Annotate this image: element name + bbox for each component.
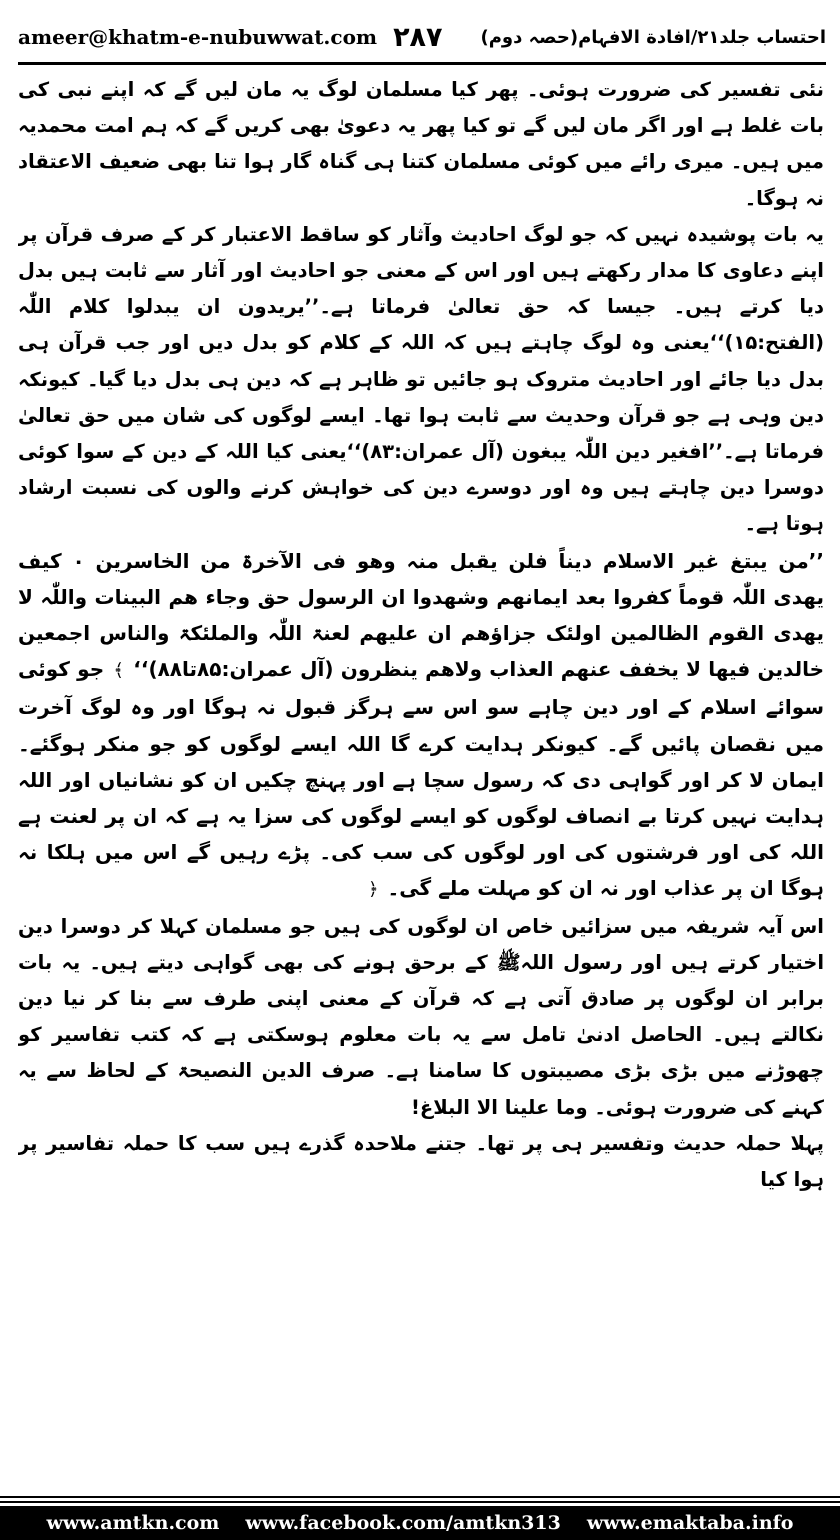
header-rule [18,62,826,65]
verse-translation: جو کوئی سوائے اسلام کے اور دین چاہے سو اس سے ہرگز قبول نہ ہوگا اور وہ لوگ آخرت میں نقصان پائیں گے۔ کیونکر ہدایت کرے گا اللہ ایسے لوگوں کو جو منکر ہوگئے۔ ایمان لا کر اور گواہی دی کہ رسول سچا ہے اور پہنچ چکیں ان کو نشانیاں اور اللہ ہدایت نہیں کرتا بے انصاف لوگوں کو ایسے لوگوں کی سزا یہ ہے کہ ان پر لعنت ہے اللہ کی اور فرشتوں کی اور لوگوں کی سب کی۔ پڑے رہیں گے اس میں ہلکا نہ ہوگا ان پر عذاب اور نہ ان کو مہلت ملے گی۔ [18,657,824,901]
book-title: احتساب جلد۲۱/افادة الافہام(حصہ دوم) [480,26,826,48]
footer-rule-top [0,1496,840,1498]
footer-link-amtkn[interactable]: www.amtkn.com [46,1512,220,1534]
paragraph-4: پہلا حملہ حدیث وتفسیر ہی پر تھا۔ جتنے ملاحدہ گذرے ہیں سب کا حملہ تفاسیر پر ہوا کیا [18,1131,824,1192]
quran-verse-block [18,543,824,909]
quran-verse: ’’من یبتغ غیر الاسلام دیناً فلن یقبل منہ وھو فی الآخرۃ من الخاسرین ۰ کیف یھدی اللّٰہ قوماً کفروا بعد ایمانھم وشھدوا ان الرسول حق وجاء ھم البینات واللّٰہ لا یھدی القوم الظالمین اولئک جزاؤھم ان علیھم لعنۃ اللّٰہ والملئکۃ والناس اجمعین خالدین فیھا لا یخفف عنھم العذاب ولاھم ینظرون (آل عمران:۸۵تا۸۸)‘‘ [18,548,824,682]
footer-link-facebook[interactable]: www.facebook.com/amtkn313 [245,1512,561,1534]
paragraph-1: نئی تفسیر کی ضرورت ہوئی۔ پھر کیا مسلمان لوگ یہ مان لیں گے کہ اپنے نبی کی بات غلط ہے اور اگر مان لیں گے تو کیا پھر یہ دعویٰ بھی کریں گے کہ ہم امت محمدیہ میں ہیں۔ میری رائے میں کوئی مسلمان کتنا ہی گناہ گار ہوا تنا بھی ضعیف الاعتقاد نہ ہوگا۔ [18,78,824,210]
header-left [18,22,443,53]
page-footer [0,1506,840,1540]
header-email[interactable]: ameer@khatm-e-nubuwwat.com [18,25,378,49]
ornament-open-icon: ﴾ [113,660,124,682]
page-number: ۲۸۷ [393,21,443,53]
page-header [18,14,826,60]
footer-link-emaktaba[interactable]: www.emaktaba.info [586,1512,794,1534]
ornament-close-icon: ﴿ [368,879,379,901]
body-text [18,72,824,1492]
paragraph-3: اس آیہ شریفہ میں سزائیں خاص ان لوگوں کی ہیں جو مسلمان کہلا کر دوسرا دین اختیار کرتے ہیں اور رسول اللہﷺ کے برحق ہونے کی بھی گواہی دیتے ہیں۔ یہ بات برابر ان لوگوں پر صادق آتی ہے کہ قرآن کے معنی اپنی طرف سے بنا کر نیا دین نکالتے ہیں۔ الحاصل ادنیٰ تامل سے یہ بات معلوم ہوسکتی ہے کہ کتب تفاسیر کو چھوڑنے میں بڑی بڑی مصیبتوں کا سامنا ہے۔ صرف الدین النصیحۃ کے لحاظ سے یہ کہنے کی ضرورت ہوئی۔ وما علینا الا البلاغ! [18,914,824,1119]
footer-rule-bottom [0,1501,840,1503]
paragraph-2: یہ بات پوشیدہ نہیں کہ جو لوگ احادیث وآثار کو ساقط الاعتبار کر کے صرف قرآن پر اپنے دعاوی کا مدار رکھتے ہیں اور اس کے معنی جو احادیث اور آثار سے ثابت ہیں بدل دیا کرتے ہیں۔ جیسا کہ حق تعالیٰ فرماتا ہے۔’’یریدون ان یبدلوا کلام اللّٰہ (الفتح:۱۵)‘‘یعنی وہ لوگ چاہتے ہیں کہ اللہ کے کلام کو بدل دیں اور جب قرآن ہی بدل دیا جائے اور احادیث متروک ہو جائیں تو ظاہر ہے کہ دین ہی بدل دیا گیا۔ کیونکہ دین وہی ہے جو قرآن وحدیث سے ثابت ہوا تھا۔ ایسے لوگوں کی شان میں حق تعالیٰ فرماتا ہے۔’’افغیر دین اللّٰہ یبغون (آل عمران:۸۳)‘‘یعنی کیا اللہ کے دین کے سوا کوئی دوسرا دین چاہتے ہیں وہ اور دوسرے دین کی خواہش کرنے والوں کی نسبت ارشاد ہوتا ہے۔ [18,222,824,536]
